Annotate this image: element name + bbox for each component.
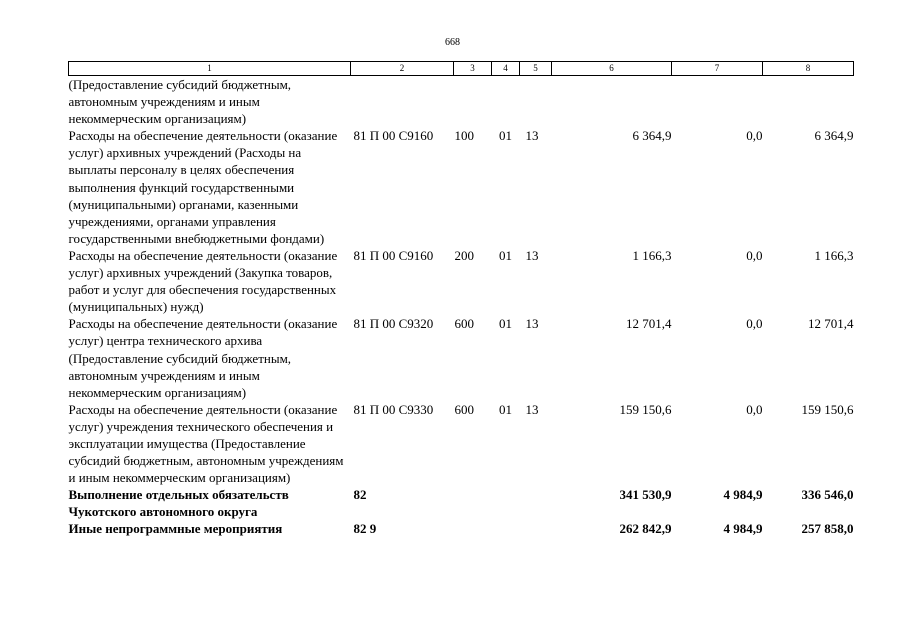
subsection-code: 13 bbox=[525, 401, 539, 417]
row-name: Выполнение отдельных обязательств Чукотского автономного округа bbox=[68, 487, 289, 520]
target-article-code: 82 bbox=[353, 487, 367, 503]
target-article-code: 81 П 00 С9320 bbox=[353, 316, 434, 332]
amount-col6 bbox=[552, 76, 672, 128]
amount-col7: 0,0 bbox=[746, 247, 763, 263]
amount-col7: 0,0 bbox=[746, 128, 763, 144]
expense-type-code bbox=[454, 520, 492, 537]
amount-col8: 12 701,4 bbox=[808, 316, 854, 332]
amount-col6: 6 364,9 bbox=[632, 128, 672, 144]
column-number: 5 bbox=[520, 62, 552, 76]
amount-col6: 262 842,9 bbox=[619, 521, 672, 537]
row-name: Иные непрограммные мероприятия bbox=[68, 521, 283, 537]
amount-col7 bbox=[672, 76, 763, 128]
section-code: 01 bbox=[499, 316, 512, 332]
column-number: 2 bbox=[351, 62, 454, 76]
column-number: 8 bbox=[763, 62, 854, 76]
expense-type-code: 600 bbox=[454, 401, 474, 417]
section-code: 01 bbox=[499, 401, 512, 417]
column-number: 7 bbox=[672, 62, 763, 76]
budget-table bbox=[68, 61, 854, 538]
subsection-code: 13 bbox=[525, 316, 539, 332]
amount-col8: 6 364,9 bbox=[814, 128, 854, 144]
row-name: Расходы на обеспечение деятельности (оказание услуг) центра технического архива (Предоставление субсидий бюджетным, автономным учреждениям и иным некоммерческим организациям) bbox=[68, 316, 338, 400]
amount-col8: 336 546,0 bbox=[801, 487, 854, 503]
row-name: Расходы на обеспечение деятельности (оказание услуг) учреждения технического обеспечения и эксплуатации имущества (Предоставление субсидий бюджетным, автономным учреждениям и иным некоммерческим организациям) bbox=[68, 401, 344, 486]
amount-col8 bbox=[763, 76, 854, 128]
table-row bbox=[69, 76, 854, 128]
subsection-code bbox=[520, 76, 552, 128]
amount-col6: 1 166,3 bbox=[632, 247, 672, 263]
table-body bbox=[69, 76, 854, 538]
table-row bbox=[69, 247, 854, 315]
column-number: 4 bbox=[492, 62, 520, 76]
column-number: 3 bbox=[454, 62, 492, 76]
column-number: 6 bbox=[552, 62, 672, 76]
section-code: 01 bbox=[499, 128, 512, 144]
row-name: Расходы на обеспечение деятельности (оказание услуг) архивных учреждений (Закупка товаров, работ и услуг для обеспечения государственных (муниципальных) нужд) bbox=[68, 247, 338, 315]
table-row bbox=[69, 315, 854, 400]
amount-col7: 0,0 bbox=[746, 316, 763, 332]
amount-col6: 159 150,6 bbox=[619, 401, 672, 417]
amount-col7: 4 984,9 bbox=[723, 487, 763, 503]
section-code: 01 bbox=[499, 247, 512, 263]
table-row bbox=[69, 127, 854, 247]
target-article-code: 81 П 00 С9160 bbox=[353, 128, 434, 144]
section-code bbox=[492, 520, 520, 537]
row-name: Расходы на обеспечение деятельности (оказание услуг) архивных учреждений (Расходы на выплаты персоналу в целях обеспечения выполнения функций государственными (муниципальными) органами, казенными учреждениями, органами управления государственными внебюджетными фондами) bbox=[68, 128, 338, 246]
amount-col7: 4 984,9 bbox=[723, 521, 763, 537]
amount-col8: 159 150,6 bbox=[801, 401, 854, 417]
subsection-code bbox=[520, 486, 552, 520]
subsection-code bbox=[520, 520, 552, 537]
target-article-code: 82 9 bbox=[353, 521, 377, 537]
column-number-row bbox=[69, 62, 854, 76]
table-row bbox=[69, 520, 854, 537]
section-code bbox=[492, 76, 520, 128]
subsection-code: 13 bbox=[525, 247, 539, 263]
target-article-code: 81 П 00 С9330 bbox=[353, 401, 434, 417]
table-row bbox=[69, 401, 854, 486]
expense-type-code: 600 bbox=[454, 316, 474, 332]
target-article-code: 81 П 00 С9160 bbox=[353, 247, 434, 263]
target-article-code bbox=[351, 76, 454, 128]
section-code bbox=[492, 486, 520, 520]
amount-col6: 12 701,4 bbox=[626, 316, 672, 332]
table-row bbox=[69, 486, 854, 520]
subsection-code: 13 bbox=[525, 128, 539, 144]
expense-type-code bbox=[454, 486, 492, 520]
row-name: (Предоставление субсидий бюджетным, автономным учреждениям и иным некоммерческим организациям) bbox=[68, 77, 292, 127]
amount-col8: 1 166,3 bbox=[814, 247, 854, 263]
column-number: 1 bbox=[69, 62, 351, 76]
page-number: 668 bbox=[445, 37, 460, 48]
expense-type-code: 100 bbox=[454, 128, 474, 144]
amount-col8: 257 858,0 bbox=[801, 521, 854, 537]
expense-type-code bbox=[454, 76, 492, 128]
expense-type-code: 200 bbox=[454, 247, 474, 263]
amount-col6: 341 530,9 bbox=[619, 487, 672, 503]
amount-col7: 0,0 bbox=[746, 401, 763, 417]
